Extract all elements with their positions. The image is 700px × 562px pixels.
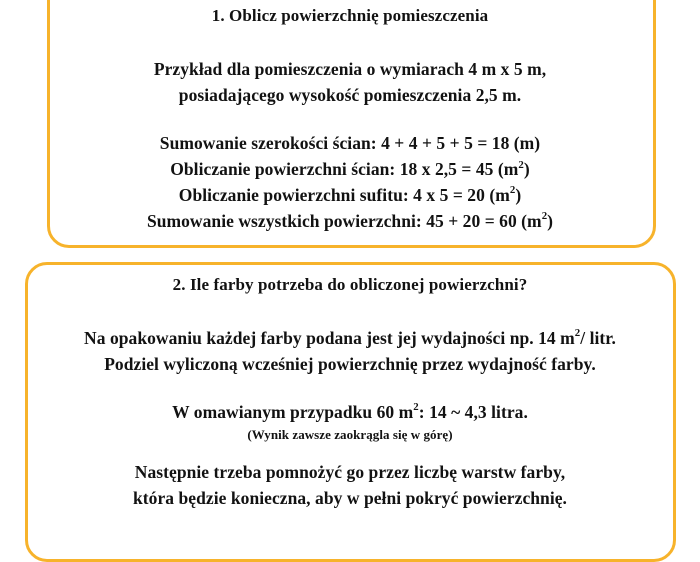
superscript-two: 2 bbox=[413, 401, 419, 414]
rounding-note: (Wynik zawsze zaokrągla się w górę) bbox=[247, 427, 453, 442]
calculation-text: Obliczanie powierzchni sufitu: 4 x 5 = 20 (m bbox=[178, 185, 510, 205]
section-one-intro-line-2: posiadającego wysokość pomieszczenia 2,5 m. bbox=[178, 85, 522, 105]
superscript-two: 2 bbox=[509, 184, 516, 197]
calculation-suffix: ) bbox=[523, 159, 530, 179]
calculation-line-3 bbox=[0, 182, 700, 208]
spacer bbox=[0, 298, 700, 325]
worked-example-text: W omawianym przypadku 60 m bbox=[172, 402, 414, 422]
paint-yield-line bbox=[0, 325, 700, 351]
spacer bbox=[0, 445, 700, 459]
superscript-two: 2 bbox=[574, 327, 581, 340]
section-two-heading: 2. Ile farby potrzeba do obliczonej powierzchni? bbox=[172, 275, 528, 294]
section-two-content bbox=[0, 262, 700, 511]
calculation-suffix: ) bbox=[515, 185, 522, 205]
calculation-line-2 bbox=[0, 156, 700, 182]
superscript-two: 2 bbox=[541, 210, 548, 223]
worked-example-suffix: : 14 ~ 4,3 litra. bbox=[418, 402, 528, 422]
calculation-text: Sumowanie wszystkich powierzchni: 45 + 20 = 60 (m bbox=[146, 211, 542, 231]
calculation-line-1 bbox=[0, 130, 700, 156]
paint-yield-suffix: / litr. bbox=[580, 328, 616, 348]
spacer bbox=[0, 377, 700, 399]
section-one-heading: 1. Oblicz powierzchnię pomieszczenia bbox=[211, 6, 489, 25]
paint-yield-text: Na opakowaniu każdej farby podana jest jej wydajności np. 14 m bbox=[84, 328, 575, 348]
calculation-text: Sumowanie szerokości ścian: 4 + 4 + 5 + 5 = 18 (m) bbox=[159, 133, 541, 153]
closing-line-1: Następnie trzeba pomnożyć go przez liczbę warstw farby, bbox=[134, 462, 566, 482]
closing-line-2: która będzie konieczna, aby w pełni pokryć powierzchnię. bbox=[133, 488, 567, 508]
divide-instruction-line: Podziel wyliczoną wcześniej powierzchnię przez wydajność farby. bbox=[104, 354, 596, 374]
calculation-suffix: ) bbox=[547, 211, 554, 231]
superscript-two: 2 bbox=[518, 159, 524, 172]
calculation-text: Obliczanie powierzchni ścian: 18 x 2,5 = 45 (m bbox=[170, 159, 519, 179]
calculation-line-4 bbox=[0, 208, 700, 234]
spacer bbox=[0, 108, 700, 130]
section-one-intro-line-1: Przykład dla pomieszczenia o wymiarach 4 m x 5 m, bbox=[153, 59, 547, 79]
spacer bbox=[0, 29, 700, 56]
worked-example-line bbox=[0, 399, 700, 425]
section-one-content bbox=[0, 0, 700, 234]
